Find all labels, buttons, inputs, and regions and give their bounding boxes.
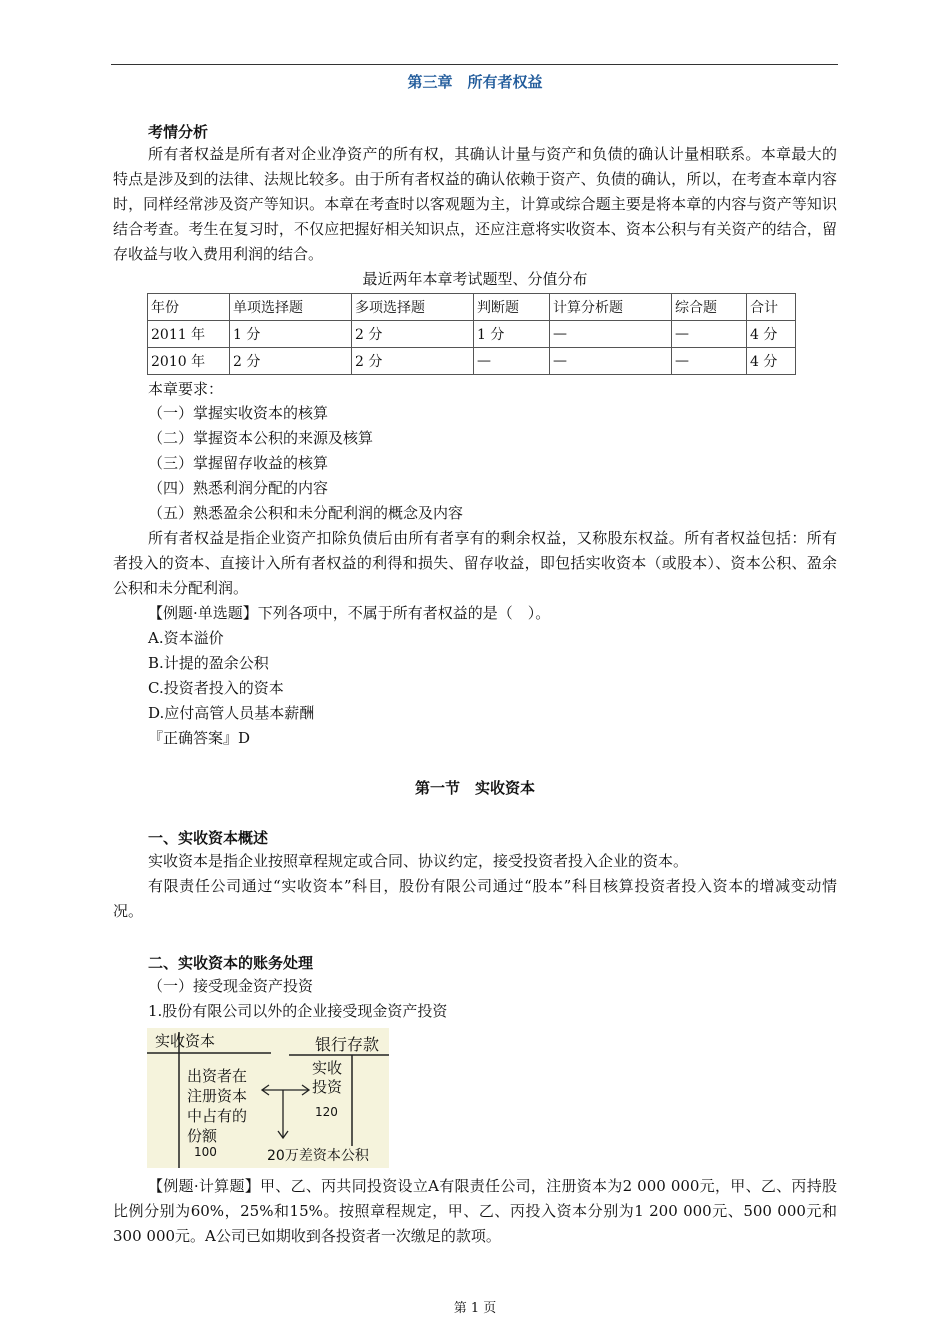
- table-cell: —: [474, 348, 550, 375]
- left-note-line: 中占有的: [187, 1107, 248, 1125]
- page-footer: 第 1 页: [453, 1301, 497, 1316]
- requirement-item: （四）熟悉利润分配的内容: [148, 479, 329, 497]
- right-note: [312, 1059, 342, 1097]
- header-cell: 年份: [148, 294, 230, 321]
- right-account-label: 银行存款: [315, 1035, 380, 1054]
- left-note-line: 出资者在: [187, 1067, 248, 1085]
- example1-option: A.资本溢价: [148, 629, 224, 647]
- example1-option: D.应付高管人员基本薪酬: [148, 704, 315, 722]
- table-cell: 1 分: [230, 321, 352, 348]
- definition-paragraph: 所有者权益是指企业资产扣除负债后由所有者享有的剩余权益，又称股东权益。所有者权益包括：所有者投入的资本、直接计入所有者权益的利得和损失、留存收益，即包括实收资本（或股本）、资本公积、盈余公积和未分配利润。: [113, 529, 837, 597]
- header-cell: 计算分析题: [550, 294, 672, 321]
- table-caption: 最近两年本章考试题型、分值分布: [362, 270, 588, 288]
- table-cell: 4 分: [747, 348, 796, 375]
- accounting-subheading: 1.股份有限公司以外的企业接受现金资产投资: [148, 1002, 448, 1020]
- table-row: [148, 348, 796, 375]
- requirement-item: （一）掌握实收资本的核算: [148, 404, 329, 422]
- accounting-subheading: （一）接受现金资产投资: [148, 977, 314, 995]
- table-cell: —: [672, 321, 747, 348]
- left-note-line: 份额: [187, 1127, 218, 1145]
- overview-heading: 一、实收资本概述: [148, 829, 269, 847]
- table-cell: 2011 年: [148, 321, 230, 348]
- score-distribution-table: [147, 293, 796, 375]
- header-cell: 综合题: [672, 294, 747, 321]
- right-note-line: 投资: [312, 1078, 343, 1096]
- table-row: [148, 321, 796, 348]
- requirements-label: 本章要求：: [148, 380, 224, 398]
- table-cell: 2 分: [352, 348, 474, 375]
- header-cell: 单项选择题: [230, 294, 352, 321]
- left-note: [187, 1066, 247, 1146]
- requirement-item: （五）熟悉盈余公积和未分配利润的概念及内容: [148, 504, 464, 522]
- table-cell: 4 分: [747, 321, 796, 348]
- example1-option: B.计提的盈余公积: [148, 654, 269, 672]
- exam-analysis-paragraph: 所有者权益是所有者对企业净资产的所有权，其确认计量与资产和负债的确认计量相联系。本章最大的特点是涉及到的法律、法规比较多。由于所有者权益的确认依赖于资产、负债的确认，所以，在考查本章内容时，同样经常涉及资产等知识。本章在考查时以客观题为主，计算或综合题主要是将本章的内容与资产等知识结合考查。考生在复习时，不仅应把握好相关知识点，还应注意将实收资本、资本公积与有关资产的结合，留存收益与收入费用利润的结合。: [113, 145, 837, 263]
- table-header-row: [148, 294, 796, 321]
- exam-analysis-heading: 考情分析: [148, 123, 209, 141]
- bottom-note: 20万差资本公积: [267, 1148, 369, 1164]
- left-note-line: 注册资本: [187, 1087, 248, 1105]
- accounting-heading: 二、实收资本的账务处理: [148, 954, 314, 972]
- t-account-diagram: [147, 1028, 389, 1168]
- table-cell: 2010 年: [148, 348, 230, 375]
- table-cell: 2 分: [230, 348, 352, 375]
- table-cell: 2 分: [352, 321, 474, 348]
- header-rule: [111, 64, 838, 65]
- example2-paragraph: 【例题·计算题】甲、乙、丙共同投资设立A有限责任公司，注册资本为2 000 000元，甲、乙、丙持股比例分别为60%，25%和15%。按照章程规定，甲、乙、丙投入资本分别为1 200 000元、500 000元和300 000元。A公司已如期收到各投资者一次缴足的款项。: [113, 1177, 837, 1245]
- example1-question: 【例题·单选题】下列各项中，不属于所有者权益的是（ ）。: [148, 604, 551, 622]
- left-account-label: 实收资本: [155, 1032, 216, 1050]
- example1-option: C.投资者投入的资本: [148, 679, 284, 697]
- right-note-line: 实收: [312, 1059, 343, 1077]
- section-title: 第一节 实收资本: [414, 779, 535, 797]
- example1-answer: 『正确答案』D: [148, 729, 251, 747]
- requirement-item: （二）掌握资本公积的来源及核算: [148, 429, 374, 447]
- header-cell: 多项选择题: [352, 294, 474, 321]
- chapter-title: 第三章 所有者权益: [407, 73, 543, 91]
- table-cell: 1 分: [474, 321, 550, 348]
- overview-paragraph: 有限责任公司通过“实收资本”科目，股份有限公司通过“股本”科目核算投资者投入资本的增减变动情况。: [113, 877, 837, 920]
- left-amount: 100: [194, 1145, 217, 1159]
- table-cell: —: [672, 348, 747, 375]
- header-cell: 合计: [747, 294, 796, 321]
- right-amount: 120: [315, 1105, 338, 1119]
- table-cell: —: [550, 321, 672, 348]
- overview-paragraph: 实收资本是指企业按照章程规定或合同、协议约定，接受投资者投入企业的资本。: [148, 852, 689, 870]
- header-cell: 判断题: [474, 294, 550, 321]
- table-cell: —: [550, 348, 672, 375]
- requirement-item: （三）掌握留存收益的核算: [148, 454, 329, 472]
